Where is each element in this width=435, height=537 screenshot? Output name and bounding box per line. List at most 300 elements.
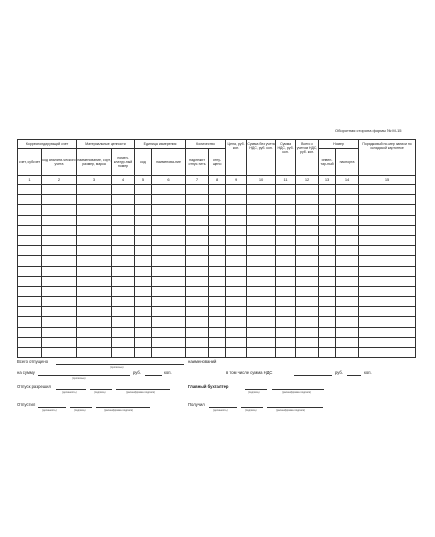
table-cell[interactable] — [276, 235, 296, 245]
table-cell[interactable] — [186, 205, 209, 215]
table-cell[interactable] — [226, 327, 247, 337]
permitted-decoding-field[interactable] — [116, 389, 170, 390]
permitted-signature-field[interactable] — [90, 389, 112, 390]
table-cell[interactable] — [77, 266, 112, 276]
table-cell[interactable] — [247, 185, 276, 195]
table-cell[interactable] — [135, 235, 152, 245]
table-cell[interactable] — [209, 276, 226, 286]
table-row — [18, 246, 416, 256]
table-cell[interactable] — [112, 276, 135, 286]
table-cell[interactable] — [336, 337, 359, 347]
table-cell[interactable] — [336, 348, 359, 358]
table-cell[interactable] — [247, 225, 276, 235]
table-cell[interactable] — [336, 297, 359, 307]
table-cell[interactable] — [359, 246, 416, 256]
table-cell[interactable] — [296, 225, 319, 235]
release-permitted-label: Отпуск разрешил — [17, 384, 51, 389]
table-cell[interactable] — [135, 205, 152, 215]
table-cell[interactable] — [186, 317, 209, 327]
table-cell[interactable] — [42, 256, 77, 266]
table-cell[interactable] — [77, 225, 112, 235]
table-cell[interactable] — [226, 195, 247, 205]
col-header-sum-without-vat: Сумма без учета НДС, руб. коп. — [247, 140, 276, 176]
kop-label: коп. — [164, 370, 172, 375]
table-cell[interactable] — [296, 256, 319, 266]
table-cell[interactable] — [209, 235, 226, 245]
table-cell[interactable] — [359, 276, 416, 286]
table-cell[interactable] — [296, 195, 319, 205]
table-cell[interactable] — [296, 185, 319, 195]
table-cell[interactable] — [319, 215, 336, 225]
table-cell[interactable] — [247, 266, 276, 276]
table-cell[interactable] — [359, 225, 416, 235]
table-cell[interactable] — [18, 256, 42, 266]
table-cell[interactable] — [42, 225, 77, 235]
table-cell[interactable] — [112, 327, 135, 337]
table-cell[interactable] — [209, 327, 226, 337]
table-cell[interactable] — [276, 276, 296, 286]
table-cell[interactable] — [296, 327, 319, 337]
table-cell[interactable] — [319, 348, 336, 358]
caption-decoding-3: (расшифровка подписи) — [104, 409, 134, 412]
table-cell[interactable] — [247, 235, 276, 245]
table-cell[interactable] — [135, 276, 152, 286]
table-cell[interactable] — [359, 205, 416, 215]
table-cell[interactable] — [77, 348, 112, 358]
table-cell[interactable] — [186, 327, 209, 337]
table-cell[interactable] — [296, 337, 319, 347]
table-cell[interactable] — [247, 205, 276, 215]
table-cell[interactable] — [152, 246, 186, 256]
table-cell[interactable] — [336, 317, 359, 327]
table-cell[interactable] — [135, 348, 152, 358]
table-cell[interactable] — [135, 286, 152, 296]
table-cell[interactable] — [209, 286, 226, 296]
released-signature-field[interactable] — [70, 407, 92, 408]
table-cell[interactable] — [135, 266, 152, 276]
table-cell[interactable] — [276, 327, 296, 337]
table-cell[interactable] — [359, 297, 416, 307]
table-cell[interactable] — [77, 215, 112, 225]
table-cell[interactable] — [112, 297, 135, 307]
table-cell[interactable] — [247, 286, 276, 296]
table-cell[interactable] — [186, 185, 209, 195]
table-cell[interactable] — [77, 276, 112, 286]
table-cell[interactable] — [135, 246, 152, 256]
col-header-released: отпу-щено — [209, 149, 226, 176]
table-cell[interactable] — [209, 225, 226, 235]
table-cell[interactable] — [152, 266, 186, 276]
table-cell[interactable] — [359, 337, 416, 347]
table-cell[interactable] — [112, 307, 135, 317]
chief-accountant-label: Главный бухгалтер — [188, 384, 229, 389]
table-cell[interactable] — [42, 195, 77, 205]
table-cell[interactable] — [226, 276, 247, 286]
table-cell[interactable] — [18, 276, 42, 286]
table-cell[interactable] — [336, 276, 359, 286]
table-cell[interactable] — [247, 215, 276, 225]
table-cell[interactable] — [319, 195, 336, 205]
table-cell[interactable] — [209, 297, 226, 307]
table-cell[interactable] — [359, 215, 416, 225]
table-cell[interactable] — [186, 266, 209, 276]
table-cell[interactable] — [112, 215, 135, 225]
table-cell[interactable] — [336, 256, 359, 266]
table-cell[interactable] — [359, 266, 416, 276]
table-cell[interactable] — [226, 317, 247, 327]
table-cell[interactable] — [112, 337, 135, 347]
table-cell[interactable] — [186, 246, 209, 256]
table-cell[interactable] — [226, 286, 247, 296]
table-cell[interactable] — [226, 266, 247, 276]
table-row — [18, 276, 416, 286]
table-cell[interactable] — [247, 246, 276, 256]
table-cell[interactable] — [226, 215, 247, 225]
table-cell[interactable] — [296, 266, 319, 276]
table-cell[interactable] — [336, 266, 359, 276]
table-cell[interactable] — [296, 317, 319, 327]
column-number: 10 — [247, 176, 276, 185]
table-cell[interactable] — [77, 235, 112, 245]
table-cell[interactable] — [247, 297, 276, 307]
table-cell[interactable] — [152, 286, 186, 296]
table-cell[interactable] — [276, 195, 296, 205]
table-cell[interactable] — [276, 317, 296, 327]
table-cell[interactable] — [42, 297, 77, 307]
table-cell[interactable] — [152, 307, 186, 317]
table-cell[interactable] — [77, 307, 112, 317]
caption-decoding: (расшифровка подписи) — [126, 391, 156, 394]
table-cell[interactable] — [186, 195, 209, 205]
table-cell[interactable] — [152, 276, 186, 286]
table-cell[interactable] — [135, 337, 152, 347]
table-cell[interactable] — [112, 348, 135, 358]
table-cell[interactable] — [296, 215, 319, 225]
table-cell[interactable] — [319, 297, 336, 307]
table-cell[interactable] — [336, 215, 359, 225]
vat-kop-field[interactable] — [347, 375, 361, 376]
table-cell[interactable] — [209, 185, 226, 195]
table-cell[interactable] — [336, 246, 359, 256]
table-cell[interactable] — [336, 235, 359, 245]
table-cell[interactable] — [276, 286, 296, 296]
table-cell[interactable] — [336, 195, 359, 205]
table-cell[interactable] — [319, 307, 336, 317]
table-row — [18, 348, 416, 358]
table-cell[interactable] — [276, 297, 296, 307]
table-cell[interactable] — [247, 195, 276, 205]
table-cell[interactable] — [18, 205, 42, 215]
table-row — [18, 185, 416, 195]
table-cell[interactable] — [112, 205, 135, 215]
table-cell[interactable] — [42, 276, 77, 286]
table-cell[interactable] — [77, 337, 112, 347]
table-cell[interactable] — [319, 286, 336, 296]
column-number: 4 — [112, 176, 135, 185]
table-cell[interactable] — [18, 215, 42, 225]
table-cell[interactable] — [112, 235, 135, 245]
chief-signature-field[interactable] — [245, 389, 267, 390]
table-cell[interactable] — [319, 337, 336, 347]
table-cell[interactable] — [247, 307, 276, 317]
table-cell[interactable] — [186, 256, 209, 266]
table-row — [18, 317, 416, 327]
table-cell[interactable] — [209, 195, 226, 205]
table-cell[interactable] — [209, 307, 226, 317]
table-cell[interactable] — [209, 266, 226, 276]
table-cell[interactable] — [226, 185, 247, 195]
table-cell[interactable] — [186, 276, 209, 286]
permitted-position-field[interactable] — [56, 389, 86, 390]
table-cell[interactable] — [135, 225, 152, 235]
table-cell[interactable] — [226, 205, 247, 215]
table-cell[interactable] — [186, 286, 209, 296]
table-cell[interactable] — [186, 297, 209, 307]
table-cell[interactable] — [276, 246, 296, 256]
table-cell[interactable] — [135, 297, 152, 307]
table-cell[interactable] — [226, 348, 247, 358]
table-cell[interactable] — [209, 215, 226, 225]
table-cell[interactable] — [135, 327, 152, 337]
table-cell[interactable] — [247, 337, 276, 347]
table-cell[interactable] — [209, 348, 226, 358]
table-cell[interactable] — [336, 185, 359, 195]
table-cell[interactable] — [359, 185, 416, 195]
caption-decoding-4: (расшифровка подписи) — [276, 409, 306, 412]
table-cell[interactable] — [319, 205, 336, 215]
table-cell[interactable] — [152, 225, 186, 235]
table-cell[interactable] — [296, 235, 319, 245]
table-cell[interactable] — [77, 195, 112, 205]
table-cell[interactable] — [135, 215, 152, 225]
table-cell[interactable] — [77, 185, 112, 195]
table-cell[interactable] — [319, 246, 336, 256]
table-cell[interactable] — [186, 348, 209, 358]
table-cell[interactable] — [18, 195, 42, 205]
received-signature-field[interactable] — [241, 407, 263, 408]
group-header-corr: Корреспондирующий счет — [18, 140, 77, 149]
table-cell[interactable] — [42, 205, 77, 215]
table-cell[interactable] — [296, 205, 319, 215]
table-cell[interactable] — [359, 195, 416, 205]
table-cell[interactable] — [77, 297, 112, 307]
table-cell[interactable] — [152, 215, 186, 225]
table-cell[interactable] — [319, 276, 336, 286]
table-cell[interactable] — [209, 246, 226, 256]
table-cell[interactable] — [186, 235, 209, 245]
table-cell[interactable] — [112, 225, 135, 235]
vat-rub-field[interactable] — [294, 375, 332, 376]
table-cell[interactable] — [18, 297, 42, 307]
table-cell[interactable] — [226, 235, 247, 245]
table-cell[interactable] — [135, 185, 152, 195]
table-cell[interactable] — [336, 205, 359, 215]
table-cell[interactable] — [135, 256, 152, 266]
table-cell[interactable] — [42, 286, 77, 296]
table-cell[interactable] — [319, 266, 336, 276]
amount-kop-field[interactable] — [145, 375, 162, 376]
table-cell[interactable] — [359, 235, 416, 245]
table-cell[interactable] — [152, 185, 186, 195]
table-row — [18, 307, 416, 317]
table-cell[interactable] — [42, 327, 77, 337]
table-cell[interactable] — [336, 327, 359, 337]
table-cell[interactable] — [112, 195, 135, 205]
table-cell[interactable] — [247, 256, 276, 266]
table-cell[interactable] — [42, 266, 77, 276]
table-cell[interactable] — [77, 256, 112, 266]
amount-rub-field[interactable] — [38, 375, 130, 376]
table-cell[interactable] — [42, 317, 77, 327]
table-cell[interactable] — [296, 348, 319, 358]
table-cell[interactable] — [276, 266, 296, 276]
table-cell[interactable] — [112, 286, 135, 296]
table-cell[interactable] — [18, 307, 42, 317]
table-cell[interactable] — [336, 225, 359, 235]
col-header-name-grade: наименование, сорт, размер, марка — [77, 149, 112, 176]
table-cell[interactable] — [359, 286, 416, 296]
table-cell[interactable] — [319, 317, 336, 327]
chief-decoding-field[interactable] — [272, 389, 324, 390]
table-cell[interactable] — [226, 225, 247, 235]
table-cell[interactable] — [152, 337, 186, 347]
table-cell[interactable] — [336, 286, 359, 296]
table-cell[interactable] — [42, 337, 77, 347]
table-cell[interactable] — [112, 185, 135, 195]
table-cell[interactable] — [296, 286, 319, 296]
table-cell[interactable] — [77, 286, 112, 296]
table-cell[interactable] — [186, 307, 209, 317]
table-cell[interactable] — [186, 225, 209, 235]
table-cell[interactable] — [209, 256, 226, 266]
table-cell[interactable] — [18, 317, 42, 327]
table-cell[interactable] — [209, 317, 226, 327]
table-cell[interactable] — [152, 256, 186, 266]
table-cell[interactable] — [112, 317, 135, 327]
table-cell[interactable] — [247, 276, 276, 286]
column-number: 9 — [226, 176, 247, 185]
table-cell[interactable] — [209, 337, 226, 347]
table-cell[interactable] — [319, 235, 336, 245]
table-cell[interactable] — [276, 205, 296, 215]
released-decoding-field[interactable] — [96, 407, 150, 408]
table-cell[interactable] — [186, 215, 209, 225]
table-cell[interactable] — [226, 337, 247, 347]
table-cell[interactable] — [226, 297, 247, 307]
col-header-total-with-vat: Всего с учетом НДС, руб. коп. — [296, 140, 319, 176]
table-cell[interactable] — [135, 317, 152, 327]
table-cell[interactable] — [112, 246, 135, 256]
received-decoding-field[interactable] — [267, 407, 323, 408]
table-cell[interactable] — [152, 327, 186, 337]
table-cell[interactable] — [152, 205, 186, 215]
table-cell[interactable] — [359, 317, 416, 327]
table-cell[interactable] — [18, 246, 42, 256]
table-cell[interactable] — [18, 286, 42, 296]
table-cell[interactable] — [319, 225, 336, 235]
table-cell[interactable] — [152, 297, 186, 307]
table-cell[interactable] — [319, 327, 336, 337]
table-row — [18, 215, 416, 225]
table-cell[interactable] — [276, 215, 296, 225]
table-cell[interactable] — [152, 317, 186, 327]
table-cell[interactable] — [359, 327, 416, 337]
table-cell[interactable] — [359, 256, 416, 266]
table-cell[interactable] — [276, 256, 296, 266]
table-cell[interactable] — [42, 235, 77, 245]
column-number: 1 — [18, 176, 42, 185]
table-cell[interactable] — [42, 215, 77, 225]
table-cell[interactable] — [77, 205, 112, 215]
total-items-field[interactable] — [56, 364, 184, 365]
table-cell[interactable] — [18, 337, 42, 347]
table-cell[interactable] — [42, 348, 77, 358]
table-cell[interactable] — [42, 307, 77, 317]
table-cell[interactable] — [226, 307, 247, 317]
table-row — [18, 286, 416, 296]
table-cell[interactable] — [296, 307, 319, 317]
table-cell[interactable] — [112, 266, 135, 276]
table-cell[interactable] — [226, 256, 247, 266]
table-cell[interactable] — [77, 327, 112, 337]
table-cell[interactable] — [319, 185, 336, 195]
table-row — [18, 266, 416, 276]
materials-table — [17, 139, 416, 358]
table-cell[interactable] — [296, 297, 319, 307]
caption-decoding-2: (расшифровка подписи) — [282, 391, 312, 394]
table-cell[interactable] — [18, 225, 42, 235]
table-cell[interactable] — [186, 337, 209, 347]
table-cell[interactable] — [18, 327, 42, 337]
table-cell[interactable] — [226, 246, 247, 256]
vat-rub-label: руб. — [335, 370, 343, 375]
table-cell[interactable] — [296, 246, 319, 256]
table-cell[interactable] — [247, 317, 276, 327]
received-position-field[interactable] — [209, 407, 237, 408]
table-cell[interactable] — [296, 276, 319, 286]
caption-words: (прописью) — [110, 366, 124, 369]
table-cell[interactable] — [77, 246, 112, 256]
table-cell[interactable] — [319, 256, 336, 266]
table-cell[interactable] — [152, 195, 186, 205]
table-cell[interactable] — [276, 307, 296, 317]
table-cell[interactable] — [359, 307, 416, 317]
table-cell[interactable] — [77, 317, 112, 327]
table-cell[interactable] — [135, 307, 152, 317]
table-cell[interactable] — [209, 205, 226, 215]
table-cell[interactable] — [42, 185, 77, 195]
table-cell[interactable] — [135, 195, 152, 205]
table-cell[interactable] — [18, 235, 42, 245]
table-cell[interactable] — [359, 348, 416, 358]
table-cell[interactable] — [336, 307, 359, 317]
table-cell[interactable] — [276, 337, 296, 347]
table-cell[interactable] — [276, 185, 296, 195]
table-cell[interactable] — [152, 348, 186, 358]
table-cell[interactable] — [247, 348, 276, 358]
table-cell[interactable] — [112, 256, 135, 266]
table-cell[interactable] — [18, 185, 42, 195]
table-cell[interactable] — [247, 327, 276, 337]
table-cell[interactable] — [276, 225, 296, 235]
table-cell[interactable] — [152, 235, 186, 245]
table-cell[interactable] — [18, 348, 42, 358]
table-cell[interactable] — [42, 246, 77, 256]
table-cell[interactable] — [276, 348, 296, 358]
form-title: Оборотная сторона формы № М-15 — [335, 128, 402, 133]
released-position-field[interactable] — [38, 407, 66, 408]
table-cell[interactable] — [18, 266, 42, 276]
